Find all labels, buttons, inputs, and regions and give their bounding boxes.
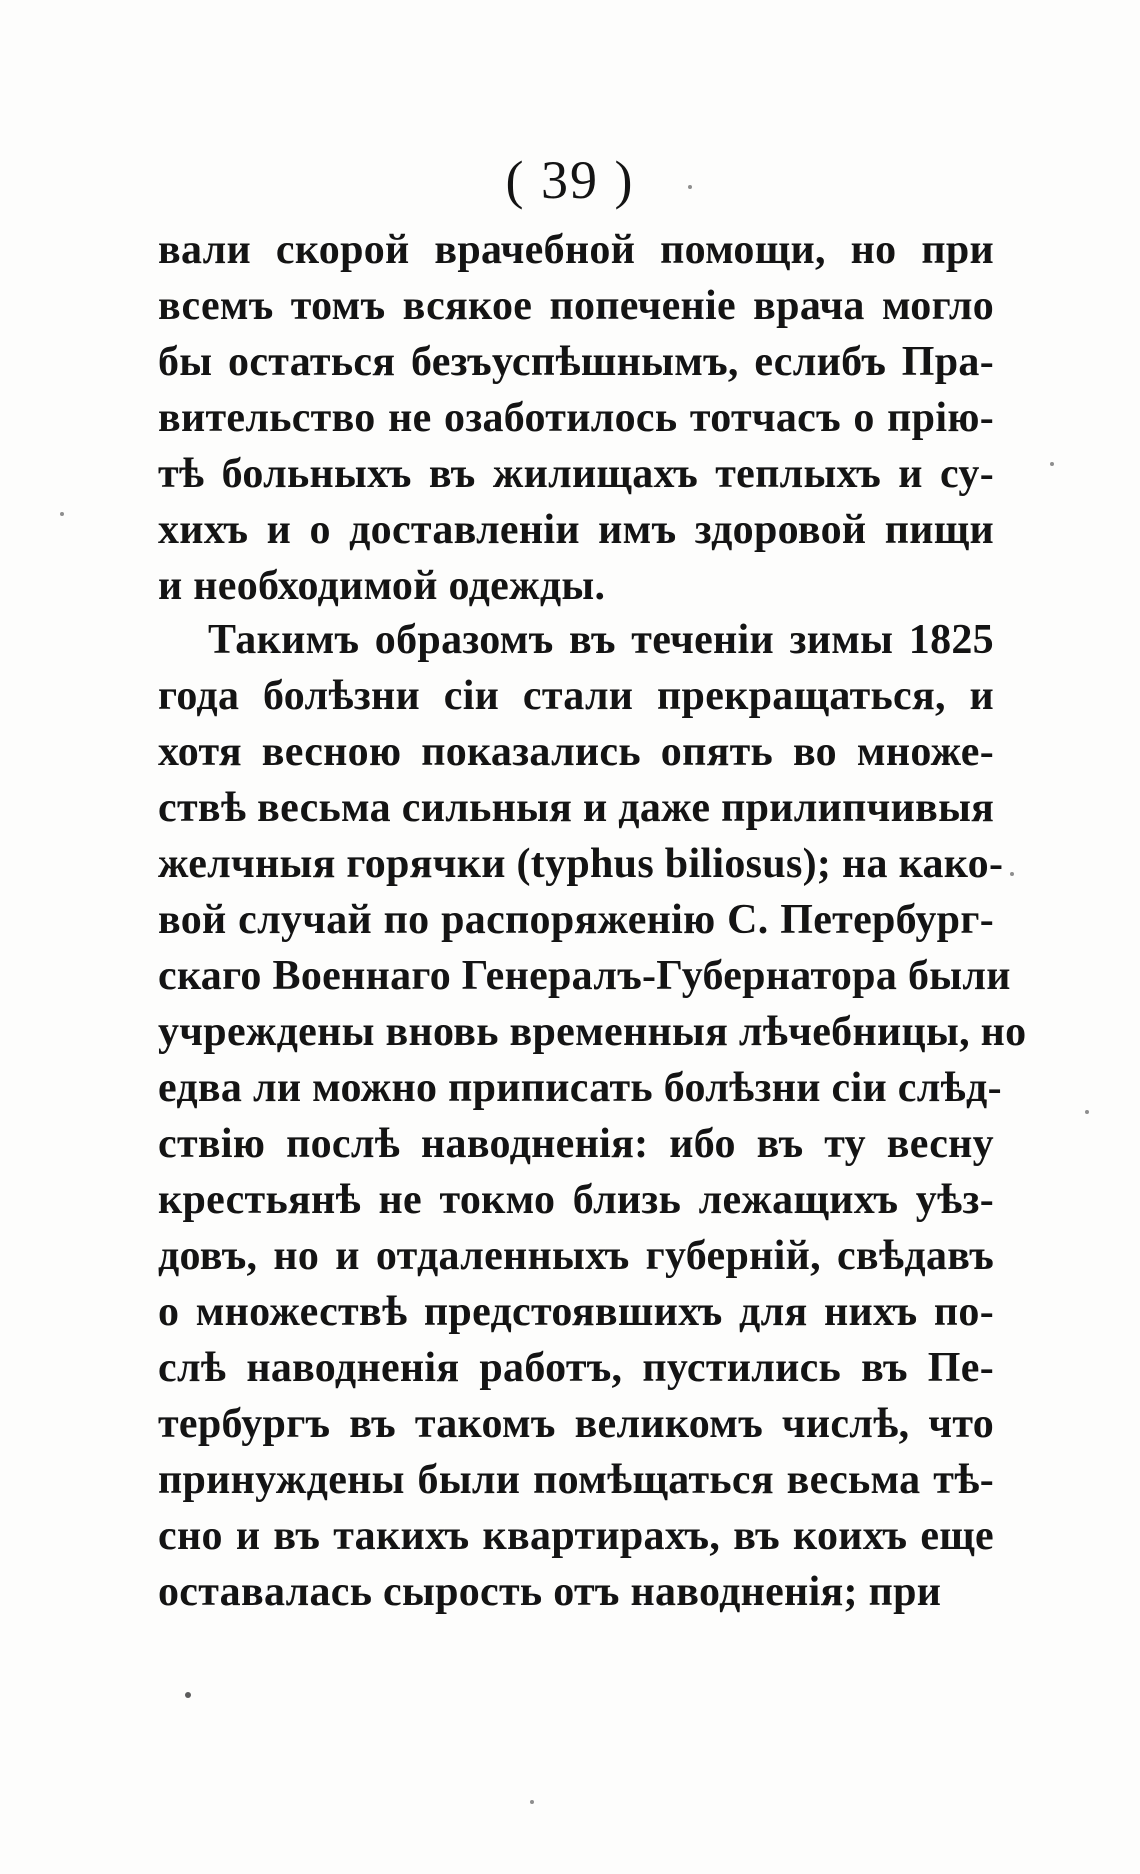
text-line: крестьянѣ не токмо близь лежащихъ уѣз- <box>158 1177 994 1223</box>
text-line: бы остаться безъуспѣшнымъ, еслибъ Пра- <box>158 339 994 385</box>
text-line: вительство не озаботилось тотчасъ о прію- <box>158 395 994 441</box>
text-line: и необходимой одежды. <box>158 563 606 609</box>
text-line: года болѣзни сіи стали прекращаться, и <box>158 673 994 719</box>
scan-speck <box>1050 462 1054 466</box>
text-line: едва ли можно приписать болѣзни сіи слѣд- <box>158 1065 1002 1111</box>
text-line: вали скорой врачебной помощи, но при <box>158 227 994 273</box>
text-line: хотя весною показались опять во множе- <box>158 729 994 775</box>
text-line: желчныя горячки (typhus biliosus); на како- <box>158 841 1004 887</box>
text-line: хихъ и о доставленіи имъ здоровой пищи <box>158 507 994 553</box>
text-line: ствѣ весьма сильныя и даже прилипчивыя <box>158 785 995 831</box>
scan-speck <box>185 1692 191 1698</box>
text-line: оставалась сырость отъ наводненія; при <box>158 1569 942 1615</box>
scan-speck <box>60 512 64 516</box>
text-line: вой случай по распоряженію С. Петербург- <box>158 897 994 943</box>
scan-speck <box>1085 1110 1089 1114</box>
text-line: Такимъ образомъ въ теченіи зимы 1825 <box>208 617 994 663</box>
scan-speck <box>530 1800 534 1804</box>
page-number: ( 39 ) <box>505 150 635 210</box>
scan-speck <box>688 185 692 189</box>
scan-speck <box>1010 872 1014 876</box>
text-line: скаго Военнаго Генералъ-Губернатора были <box>158 953 1011 999</box>
text-line: тѣ больныхъ въ жилищахъ теплыхъ и су- <box>158 451 994 497</box>
text-line: тербургъ въ такомъ великомъ числѣ, что <box>158 1401 994 1447</box>
paragraph-1 <box>158 222 994 614</box>
text-line: принуждены были помѣщаться весьма тѣ- <box>158 1457 994 1503</box>
text-line: ствію послѣ наводненія: ибо въ ту весну <box>158 1121 994 1167</box>
paragraph-2 <box>158 612 1027 1620</box>
text-line: довъ, но и отдаленныхъ губерній, свѣдавъ <box>158 1233 994 1279</box>
text-line: учреждены вновь временныя лѣчебницы, но <box>158 1009 1027 1055</box>
text-line: сно и въ такихъ квартирахъ, въ коихъ еще <box>158 1513 994 1559</box>
text-line: слѣ наводненія работъ, пустились въ Пе- <box>158 1345 994 1391</box>
text-line: всемъ томъ всякое попеченіе врача могло <box>158 283 994 329</box>
text-line: о множествѣ предстоявшихъ для нихъ по- <box>158 1289 994 1335</box>
